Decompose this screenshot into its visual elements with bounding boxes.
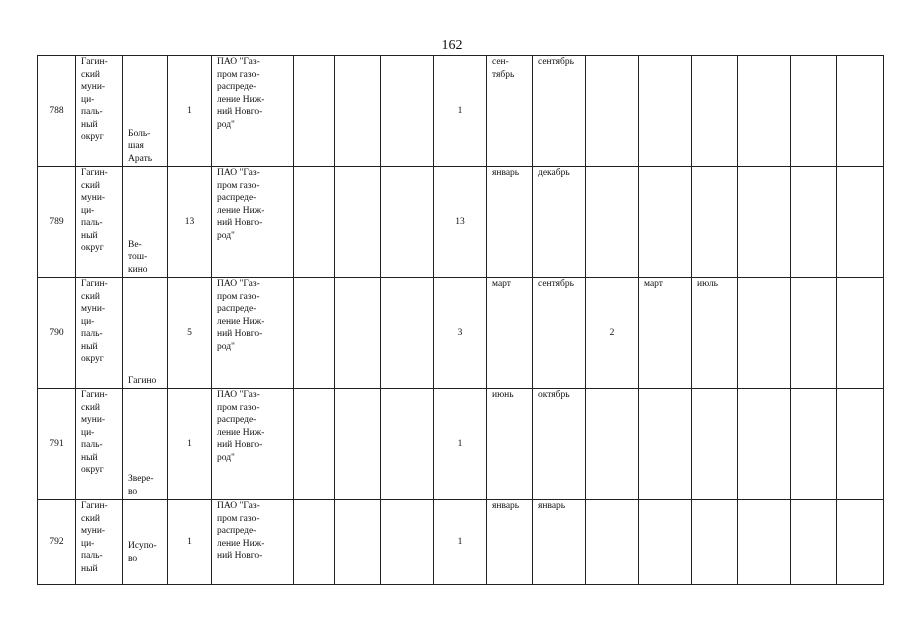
empty-cell — [335, 278, 381, 389]
empty-cell — [381, 389, 434, 500]
end-month-text: январь — [538, 501, 566, 511]
table-row — [38, 500, 884, 585]
second-end-month-cell — [692, 56, 738, 167]
start-month-cell — [487, 278, 533, 389]
settlement-cell — [123, 56, 168, 167]
organization-text: ПАО "Газ- пром газо- распреде- ление Ниж- ний Новго- род" — [217, 279, 265, 352]
end-month-cell — [533, 389, 586, 500]
second-start-month-cell — [639, 389, 692, 500]
empty-cell — [381, 56, 434, 167]
empty-cell — [738, 278, 791, 389]
row-number-cell — [38, 167, 76, 278]
empty-cell — [335, 56, 381, 167]
second-count-cell — [586, 389, 639, 500]
settlement-cell — [123, 389, 168, 500]
start-month-text: январь — [492, 168, 520, 178]
second-end-month-cell — [692, 167, 738, 278]
organization-cell — [212, 56, 294, 167]
settlement-cell — [123, 167, 168, 278]
empty-cell — [294, 389, 335, 500]
municipality-cell — [76, 167, 123, 278]
municipality-text: Гагин- ский муни- ци- паль- ный — [81, 501, 108, 574]
total-count-text: 1 — [187, 105, 192, 116]
empty-cell — [335, 167, 381, 278]
row-number-cell — [38, 56, 76, 167]
count-cell — [434, 500, 487, 585]
second-count-cell — [586, 278, 639, 389]
end-month-cell — [533, 500, 586, 585]
total-count-cell — [168, 278, 212, 389]
row-number-cell — [38, 278, 76, 389]
second-start-month-cell — [639, 500, 692, 585]
start-month-cell — [487, 56, 533, 167]
total-count-cell — [168, 56, 212, 167]
total-count-cell — [168, 500, 212, 585]
municipality-cell — [76, 389, 123, 500]
organization-text: ПАО "Газ- пром газо- распреде- ление Ниж- ний Новго- род" — [217, 168, 265, 241]
start-month-cell — [487, 500, 533, 585]
end-month-text: октябрь — [538, 390, 570, 400]
municipality-text: Гагин- ский муни- ци- паль- ный округ — [81, 279, 108, 364]
empty-cell — [837, 389, 884, 500]
second-count-cell — [586, 167, 639, 278]
municipality-cell — [76, 278, 123, 389]
settlement-text: Ве- тош- кино — [128, 239, 148, 275]
start-month-text: сен- тябрь — [492, 57, 515, 80]
settlement-text: Гагино — [128, 375, 157, 386]
empty-cell — [381, 500, 434, 585]
total-count-text: 5 — [187, 327, 192, 338]
row-number-text: 788 — [49, 105, 64, 116]
organization-text: ПАО "Газ- пром газо- распреде- ление Ниж- ний Новго- род" — [217, 390, 265, 463]
organization-cell — [212, 167, 294, 278]
second-count-cell — [586, 500, 639, 585]
empty-cell — [335, 389, 381, 500]
empty-cell — [837, 167, 884, 278]
empty-cell — [837, 500, 884, 585]
table-body — [38, 56, 884, 585]
count-text: 13 — [455, 216, 465, 227]
settlement-text: Исупо- во — [128, 541, 157, 564]
second-start-month-text: март — [644, 279, 663, 289]
end-month-text: сентябрь — [538, 57, 574, 67]
second-start-month-cell — [639, 167, 692, 278]
empty-cell — [294, 500, 335, 585]
table-row — [38, 389, 884, 500]
second-count-text: 2 — [609, 327, 615, 338]
empty-cell — [837, 278, 884, 389]
count-text: 1 — [457, 438, 463, 449]
row-number-text: 792 — [49, 536, 64, 547]
row-number-cell — [38, 389, 76, 500]
organization-cell — [212, 389, 294, 500]
empty-cell — [294, 167, 335, 278]
row-number-text: 791 — [49, 438, 64, 449]
end-month-text: декабрь — [538, 168, 570, 178]
second-end-month-cell — [692, 500, 738, 585]
empty-cell — [381, 278, 434, 389]
total-count-text: 13 — [184, 216, 195, 227]
count-text: 1 — [457, 105, 463, 116]
empty-cell — [791, 167, 837, 278]
total-count-cell — [168, 167, 212, 278]
end-month-cell — [533, 56, 586, 167]
empty-cell — [294, 278, 335, 389]
row-number-text: 789 — [49, 216, 64, 227]
count-cell — [434, 56, 487, 167]
table-row — [38, 56, 884, 167]
total-count-text: 1 — [187, 438, 192, 449]
start-month-cell — [487, 389, 533, 500]
municipality-cell — [76, 56, 123, 167]
municipality-text: Гагин- ский муни- ци- паль- ный округ — [81, 168, 108, 253]
registry-table — [37, 55, 884, 585]
empty-cell — [381, 167, 434, 278]
empty-cell — [738, 389, 791, 500]
municipality-text: Гагин- ский муни- ци- паль- ный округ — [81, 390, 108, 475]
settlement-text: Зверe- во — [128, 474, 154, 497]
start-month-cell — [487, 167, 533, 278]
settlement-cell — [123, 278, 168, 389]
end-month-cell — [533, 167, 586, 278]
second-start-month-cell — [639, 278, 692, 389]
empty-cell — [791, 389, 837, 500]
second-count-cell — [586, 56, 639, 167]
organization-cell — [212, 278, 294, 389]
count-cell — [434, 278, 487, 389]
row-number-text: 790 — [49, 327, 64, 338]
end-month-text: сентябрь — [538, 279, 574, 289]
count-cell — [434, 167, 487, 278]
empty-cell — [738, 56, 791, 167]
empty-cell — [837, 56, 884, 167]
second-end-month-text: июль — [697, 279, 719, 289]
second-end-month-cell — [692, 278, 738, 389]
table-row — [38, 278, 884, 389]
start-month-text: январь — [492, 501, 520, 511]
organization-text: ПАО "Газ- пром газо- распреде- ление Ниж- ний Новго- род" — [217, 57, 265, 130]
end-month-cell — [533, 278, 586, 389]
page-number: 162 — [441, 38, 463, 53]
second-start-month-cell — [639, 56, 692, 167]
count-text: 3 — [457, 327, 463, 338]
total-count-cell — [168, 389, 212, 500]
organization-cell — [212, 500, 294, 585]
empty-cell — [738, 500, 791, 585]
start-month-text: март — [492, 279, 511, 289]
empty-cell — [791, 278, 837, 389]
empty-cell — [335, 500, 381, 585]
count-cell — [434, 389, 487, 500]
municipality-cell — [76, 500, 123, 585]
row-number-cell — [38, 500, 76, 585]
count-text: 1 — [457, 536, 463, 547]
empty-cell — [791, 500, 837, 585]
organization-text: ПАО "Газ- пром газо- распреде- ление Ниж- ний Новго- — [217, 501, 265, 561]
start-month-text: июнь — [492, 390, 514, 400]
settlement-cell — [123, 500, 168, 585]
empty-cell — [738, 167, 791, 278]
table-row — [38, 167, 884, 278]
second-end-month-cell — [692, 389, 738, 500]
settlement-text: Боль- шая Арать — [128, 128, 153, 164]
total-count-text: 1 — [187, 536, 192, 547]
empty-cell — [791, 56, 837, 167]
municipality-text: Гагин- ский муни- ци- паль- ный округ — [81, 57, 108, 142]
empty-cell — [294, 56, 335, 167]
